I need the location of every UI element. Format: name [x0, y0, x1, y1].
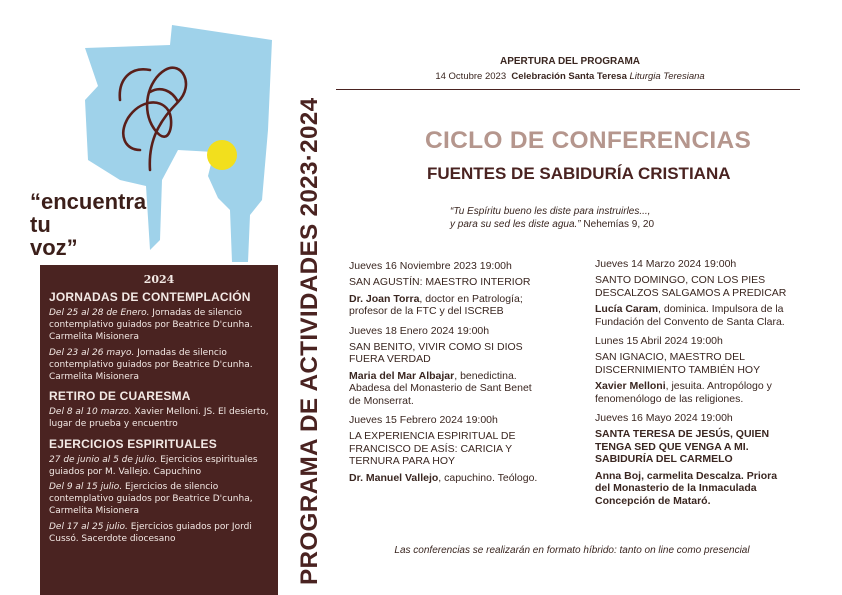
conference-title: SAN AGUSTÍN: MAESTRO INTERIOR	[349, 276, 531, 289]
slogan-line-3: voz”	[30, 235, 78, 260]
conference-title: SAN BENITO, VIVIR COMO SI DIOS FUERA VERDAD	[349, 341, 523, 366]
speaker-name: Anna Boj, carmelita Descalza. Priora del Monasterio de la Inmaculada Concepción de Mataró.	[595, 469, 778, 507]
conference-date: Lunes 15 Abril 2024 19:00h	[595, 335, 723, 348]
list-item	[49, 521, 278, 545]
cycle-subtitle: FUENTES DE SABIDURÍA CRISTIANA	[427, 164, 731, 183]
item-date: Del 8 al 10 marzo.	[49, 407, 132, 418]
section-title: RETIRO DE CUARESMA	[49, 389, 191, 404]
item-date: Del 23 al 26 mayo.	[49, 347, 135, 358]
conference-title: SANTA TERESA DE JESÚS, QUIEN TENGA SED QUE VENGA A MI. SABIDURÍA DEL CARMELO	[595, 428, 770, 466]
item-text: Jornadas de silencio contemplativo guiados por Beatrice D'cunha. Carmelita Misionera	[49, 308, 253, 343]
opening-event: Celebración Santa Teresa	[511, 71, 627, 82]
conference-date: Jueves 16 Noviembre 2023 19:00h	[349, 260, 512, 272]
conference-title: LA EXPERIENCIA ESPIRITUAL DE FRANCISCO DE ASÍS: CARICIA Y TERNURA PARA HOY	[349, 430, 516, 468]
item-date: Del 25 al 28 de Enero.	[49, 308, 150, 318]
conference-speaker	[595, 380, 795, 405]
slogan	[30, 190, 146, 259]
conference-title: SANTO DOMINGO, CON LOS PIES DESCALZOS SALGAMOS A PREDICAR	[595, 274, 787, 299]
conference-date: Jueves 14 Marzo 2024 19:00h	[595, 258, 737, 270]
speaker-name: Xavier Melloni	[595, 380, 666, 393]
speaker-name: Dr. Manuel Vallejo	[349, 471, 439, 484]
conference-item	[349, 414, 539, 484]
opening-line	[340, 71, 800, 82]
hybrid-format-note: Las conferencias se realizarán en formato híbrido: tanto on line como presencial	[394, 545, 750, 556]
speaker-role: , dominica. Impulsora de la Fundación del Convento de Santa Clara.	[595, 303, 785, 328]
activities-2024-panel	[40, 265, 278, 595]
list-item	[49, 481, 278, 518]
item-text: Ejercicios espirituales guiados por M. Vallejo. Capuchino	[49, 454, 258, 477]
conferences-column-2	[595, 258, 795, 514]
conference-title: SAN IGNACIO, MAESTRO DEL DISCERNIMIENTO TAMBIÉN HOY	[595, 351, 761, 376]
conference-speaker	[349, 370, 539, 407]
divider	[336, 89, 800, 90]
conference-date: Jueves 15 Febrero 2024 19:00h	[349, 414, 498, 427]
item-text: Xavier Melloni. JS. El desierto, lugar de prueba y encuentro	[49, 407, 269, 430]
item-text: Ejercicios de silencio contemplativo guiados por Beatrice D'cunha, Carmelita Misionera	[49, 482, 253, 517]
list-item	[49, 307, 278, 344]
section-ejercicios	[40, 437, 278, 545]
section-title: JORNADAS DE CONTEMPLACIÓN	[49, 290, 251, 304]
vertical-program-title: PROGRAMA DE ACTIVIDADES 2023·2024	[296, 97, 323, 585]
speaker-role: , capuchino. Teólogo.	[438, 471, 538, 484]
item-date: 27 de junio al 5 de julio.	[49, 454, 158, 465]
bible-quote	[450, 206, 654, 231]
item-text: Ejercicios guiados por Jordi Cussó. Sacerdote diocesano	[49, 521, 252, 544]
speaker-name: Dr. Joan Torra	[349, 292, 420, 305]
quote-reference: Nehemías 9, 20	[580, 218, 655, 230]
opening-liturgy: Liturgia Teresiana	[629, 71, 705, 82]
quote-line-1: “Tu Espíritu bueno les diste para instruirles...,	[450, 206, 651, 217]
yellow-sun	[207, 140, 237, 170]
quote-line-2: y para su sed les diste agua.”	[450, 218, 581, 230]
conference-date: Jueves 18 Enero 2024 19:00h	[349, 324, 490, 337]
conference-speaker	[349, 472, 539, 484]
opening-block	[340, 56, 800, 82]
list-item	[49, 454, 278, 478]
conference-speaker	[595, 303, 795, 328]
opening-date: 14 Octubre 2023	[435, 71, 507, 82]
conference-speaker	[349, 293, 539, 318]
conference-item	[595, 258, 795, 328]
slogan-line-2: tu	[30, 212, 51, 237]
conference-item	[595, 412, 795, 507]
speaker-role: , benedictina. Abadesa del Monasterio de Sant Benet de Monserrat.	[349, 369, 532, 407]
speaker-role: , jesuita. Antropólogo y fenomenólogo de las religiones.	[595, 380, 772, 405]
speaker-name: Maria del Mar Albajar	[349, 369, 455, 382]
conference-speaker	[595, 470, 795, 507]
item-text: Jornadas de silencio contemplativo guiados por Beatrice D'cunha. Carmelita Misionera	[49, 347, 253, 383]
item-date: Del 9 al 15 julio.	[49, 482, 123, 493]
speaker-name: Lucía Caram	[595, 303, 659, 316]
list-item	[49, 347, 278, 384]
opening-heading: APERTURA DEL PROGRAMA	[499, 56, 640, 67]
conference-date: Jueves 16 Mayo 2024 19:00h	[595, 412, 733, 425]
conferences-column-1	[349, 260, 539, 491]
section-retiro	[40, 389, 278, 430]
conference-item	[595, 335, 795, 405]
section-title: EJERCICIOS ESPIRITUALES	[49, 436, 217, 451]
section-jornadas	[40, 290, 278, 383]
conference-item	[349, 260, 539, 318]
list-item	[49, 406, 278, 430]
panel-year: 2024	[143, 273, 175, 286]
slogan-line-1: “encuentra	[30, 189, 147, 214]
cycle-title: CICLO DE CONFERENCIAS	[425, 127, 752, 154]
conference-item	[349, 325, 539, 407]
item-date: Del 17 al 25 julio.	[49, 521, 128, 532]
speaker-role: , doctor en Patrología; profesor de la FTC y del ISCREB	[349, 292, 523, 318]
